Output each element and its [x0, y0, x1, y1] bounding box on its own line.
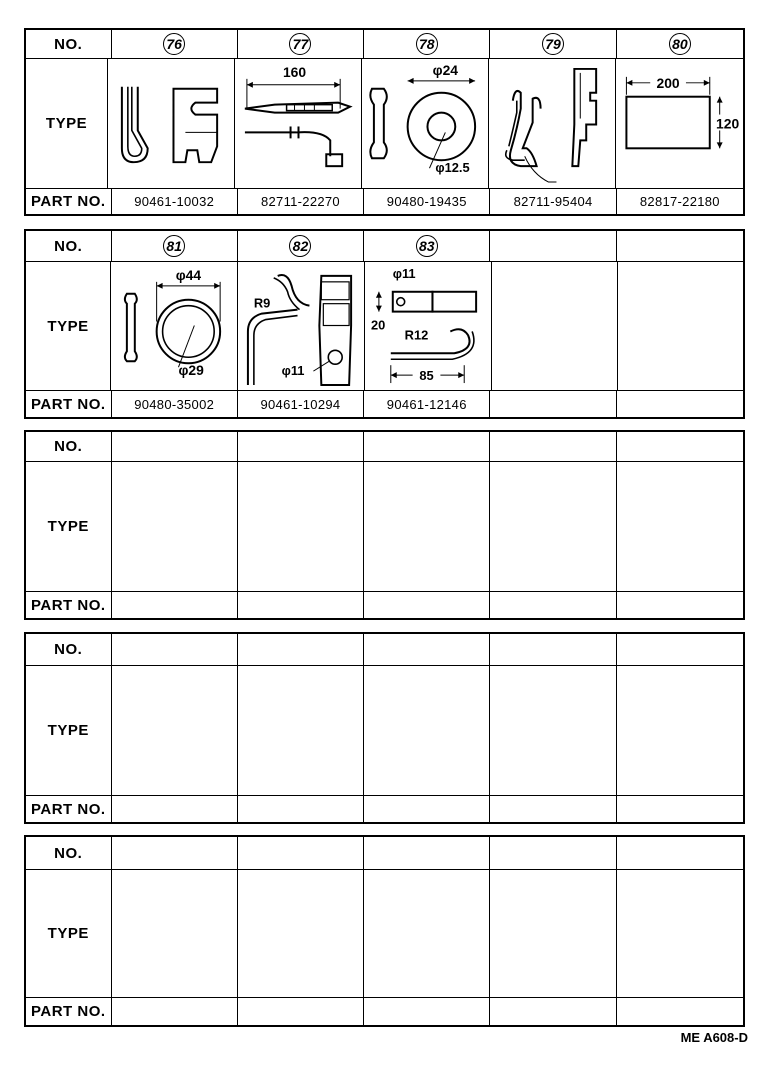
- grommet-drawing: [111, 262, 237, 390]
- type-header: TYPE: [47, 925, 89, 942]
- part-number: 82711-22270: [237, 189, 363, 214]
- inner-diameter: φ29: [178, 362, 204, 379]
- type-cell: [110, 262, 237, 390]
- grommet-drawing: [362, 59, 488, 188]
- type-header: TYPE: [47, 518, 89, 535]
- wire-clip-drawing: [235, 59, 361, 188]
- part-number: 90480-19435: [363, 189, 489, 214]
- type-cell: [107, 59, 234, 188]
- part-number: 90461-10294: [237, 391, 363, 417]
- outer-diameter: φ44: [175, 266, 202, 283]
- no-header: NO.: [54, 237, 83, 255]
- type-header: TYPE: [47, 317, 89, 335]
- no-header: NO.: [54, 641, 83, 658]
- no-header: NO.: [54, 35, 83, 53]
- document-code: ME A608-D: [680, 1030, 748, 1045]
- part-no-header: PART NO.: [30, 395, 106, 413]
- hole-diameter: φ11: [281, 363, 305, 379]
- clamp-drawing: [238, 262, 364, 390]
- part-number: 82817-22180: [616, 189, 743, 214]
- type-cell: [488, 59, 615, 188]
- type-header: TYPE: [47, 722, 89, 739]
- hook-clip-drawing: [489, 59, 615, 188]
- bent-clip-drawing: [365, 262, 491, 390]
- no-header: NO.: [54, 438, 83, 455]
- radius-dimension: R12: [404, 327, 429, 343]
- part-number: 82711-95404: [489, 189, 615, 214]
- parts-table-2: [24, 229, 745, 419]
- length-dimension: 85: [419, 368, 434, 384]
- item-number: 76: [163, 33, 185, 55]
- type-cell: [617, 262, 744, 390]
- rectangular-pad-drawing: [616, 59, 743, 188]
- type-cell: [361, 59, 488, 188]
- parts-table-3: [24, 430, 745, 620]
- no-header: NO.: [54, 844, 83, 862]
- item-number: 79: [542, 33, 564, 55]
- part-number: 90461-10032: [111, 189, 237, 214]
- part-no-header: PART NO.: [30, 800, 106, 818]
- type-cell: [234, 59, 361, 188]
- radius-dimension: R9: [253, 295, 271, 311]
- type-cell: [615, 59, 743, 188]
- item-number: 82: [289, 235, 311, 257]
- type-cell: [237, 262, 364, 390]
- item-number: 78: [416, 33, 438, 55]
- type-header: TYPE: [45, 115, 88, 132]
- outer-diameter: φ24: [432, 61, 459, 78]
- part-no-header: PART NO.: [30, 193, 106, 210]
- hole-diameter: φ11: [392, 265, 416, 281]
- length-dimension: 160: [282, 63, 307, 80]
- item-number: 80: [669, 33, 691, 55]
- item-number: 81: [163, 235, 185, 257]
- width-dimension: 20: [370, 317, 386, 333]
- parts-table-1: [24, 28, 745, 216]
- part-number: 90461-12146: [363, 391, 489, 417]
- part-no-header: PART NO.: [30, 596, 106, 614]
- type-cell: [491, 262, 617, 390]
- height-dimension: 120: [716, 115, 740, 132]
- type-cell: [364, 262, 491, 390]
- item-number: 83: [416, 235, 438, 257]
- inner-diameter: φ12.5: [435, 160, 470, 176]
- part-number: 90480-35002: [111, 391, 237, 417]
- item-number: 77: [289, 33, 311, 55]
- part-no-header: PART NO.: [30, 1003, 106, 1020]
- width-dimension: 200: [656, 74, 680, 91]
- hairpin-clip-drawing: [108, 59, 234, 188]
- parts-table-5: [24, 835, 745, 1027]
- parts-table-4: [24, 632, 745, 824]
